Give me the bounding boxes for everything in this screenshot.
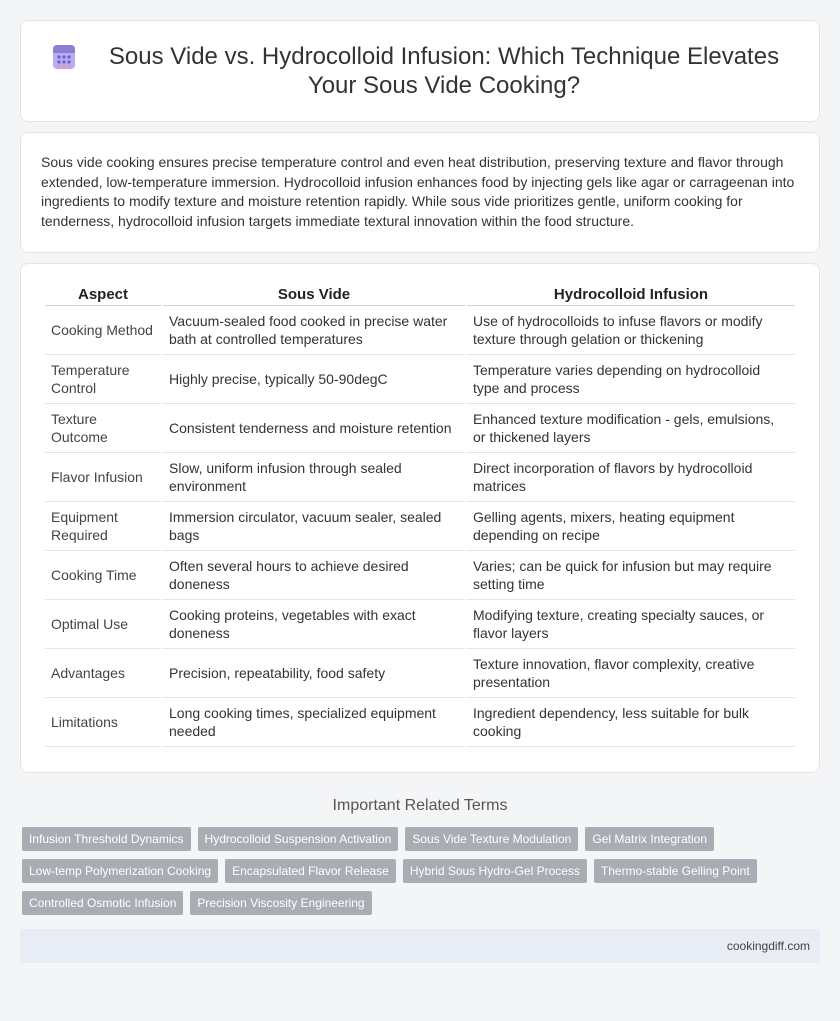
table-row [45,600,795,649]
row-hydrocolloid: Modifying texture, creating specialty sauces, or flavor layers [467,600,795,649]
row-sous-vide: Cooking proteins, vegetables with exact doneness [163,600,465,649]
row-hydrocolloid: Ingredient dependency, less suitable for bulk cooking [467,698,795,747]
row-hydrocolloid: Use of hydrocolloids to infuse flavors or modify texture through gelation or thickening [467,306,795,355]
title-card [20,20,820,122]
comparison-table-card [20,263,820,773]
related-term-tag[interactable]: Sous Vide Texture Modulation [405,827,578,851]
row-sous-vide: Long cooking times, specialized equipment needed [163,698,465,747]
row-sous-vide: Slow, uniform infusion through sealed environment [163,453,465,502]
row-aspect: Advantages [45,649,161,698]
row-aspect: Optimal Use [45,600,161,649]
comparison-table [43,278,797,747]
row-aspect: Limitations [45,698,161,747]
column-header-aspect: Aspect [45,278,161,306]
row-aspect: Equipment Required [45,502,161,551]
row-hydrocolloid: Texture innovation, flavor complexity, creative presentation [467,649,795,698]
related-terms-section [0,797,840,915]
related-term-tag[interactable]: Precision Viscosity Engineering [190,891,371,915]
row-aspect: Cooking Method [45,306,161,355]
table-header-row [45,278,795,306]
table-row [45,355,795,404]
related-term-tag[interactable]: Low-temp Polymerization Cooking [22,859,218,883]
table-row [45,404,795,453]
related-term-tag[interactable]: Controlled Osmotic Infusion [22,891,183,915]
row-sous-vide: Highly precise, typically 50-90degC [163,355,465,404]
column-header-hydrocolloid: Hydrocolloid Infusion [467,278,795,306]
related-terms-heading: Important Related Terms [332,797,508,814]
table-row [45,698,795,747]
summary-text: Sous vide cooking ensures precise temperature control and even heat distribution, preserving texture and flavor through extended, low-temperature immersion. Hydrocolloid infusion enhances food by injecting gels like agar or carrageenan into ingredients to modify texture and moisture retention rapidly. While sous vide prioritizes gentle, uniform cooking for tenderness, hydrocolloid infusion targets immediate textural innovation within the food structure. [41,154,795,229]
calculator-grid-icon [51,44,77,70]
row-sous-vide: Vacuum-sealed food cooked in precise water bath at controlled temperatures [163,306,465,355]
row-sous-vide: Often several hours to achieve desired doneness [163,551,465,600]
page-title: Sous Vide vs. Hydrocolloid Infusion: Which Technique Elevates Your Sous Vide Cooking? [108,43,780,99]
table-row [45,551,795,600]
summary-card [20,132,820,253]
row-hydrocolloid: Direct incorporation of flavors by hydrocolloid matrices [467,453,795,502]
row-sous-vide: Consistent tenderness and moisture retention [163,404,465,453]
row-aspect: Texture Outcome [45,404,161,453]
row-aspect: Cooking Time [45,551,161,600]
row-hydrocolloid: Enhanced texture modification - gels, emulsions, or thickened layers [467,404,795,453]
table-row [45,306,795,355]
row-sous-vide: Precision, repeatability, food safety [163,649,465,698]
related-term-tag[interactable]: Infusion Threshold Dynamics [22,827,191,851]
related-term-tag[interactable]: Hydrocolloid Suspension Activation [198,827,399,851]
row-hydrocolloid: Temperature varies depending on hydrocolloid type and process [467,355,795,404]
row-aspect: Temperature Control [45,355,161,404]
related-term-tag[interactable]: Encapsulated Flavor Release [225,859,396,883]
footer-site-link[interactable]: cookingdiff.com [726,939,810,953]
row-hydrocolloid: Gelling agents, mixers, heating equipment depending on recipe [467,502,795,551]
related-term-tag[interactable]: Gel Matrix Integration [585,827,714,851]
related-term-tag[interactable]: Thermo-stable Gelling Point [594,859,757,883]
related-terms-tags [0,827,840,915]
column-header-sous-vide: Sous Vide [163,278,465,306]
related-term-tag[interactable]: Hybrid Sous Hydro-Gel Process [403,859,587,883]
table-row [45,453,795,502]
table-row [45,649,795,698]
row-hydrocolloid: Varies; can be quick for infusion but may require setting time [467,551,795,600]
footer [20,929,820,963]
table-row [45,502,795,551]
row-sous-vide: Immersion circulator, vacuum sealer, sealed bags [163,502,465,551]
row-aspect: Flavor Infusion [45,453,161,502]
